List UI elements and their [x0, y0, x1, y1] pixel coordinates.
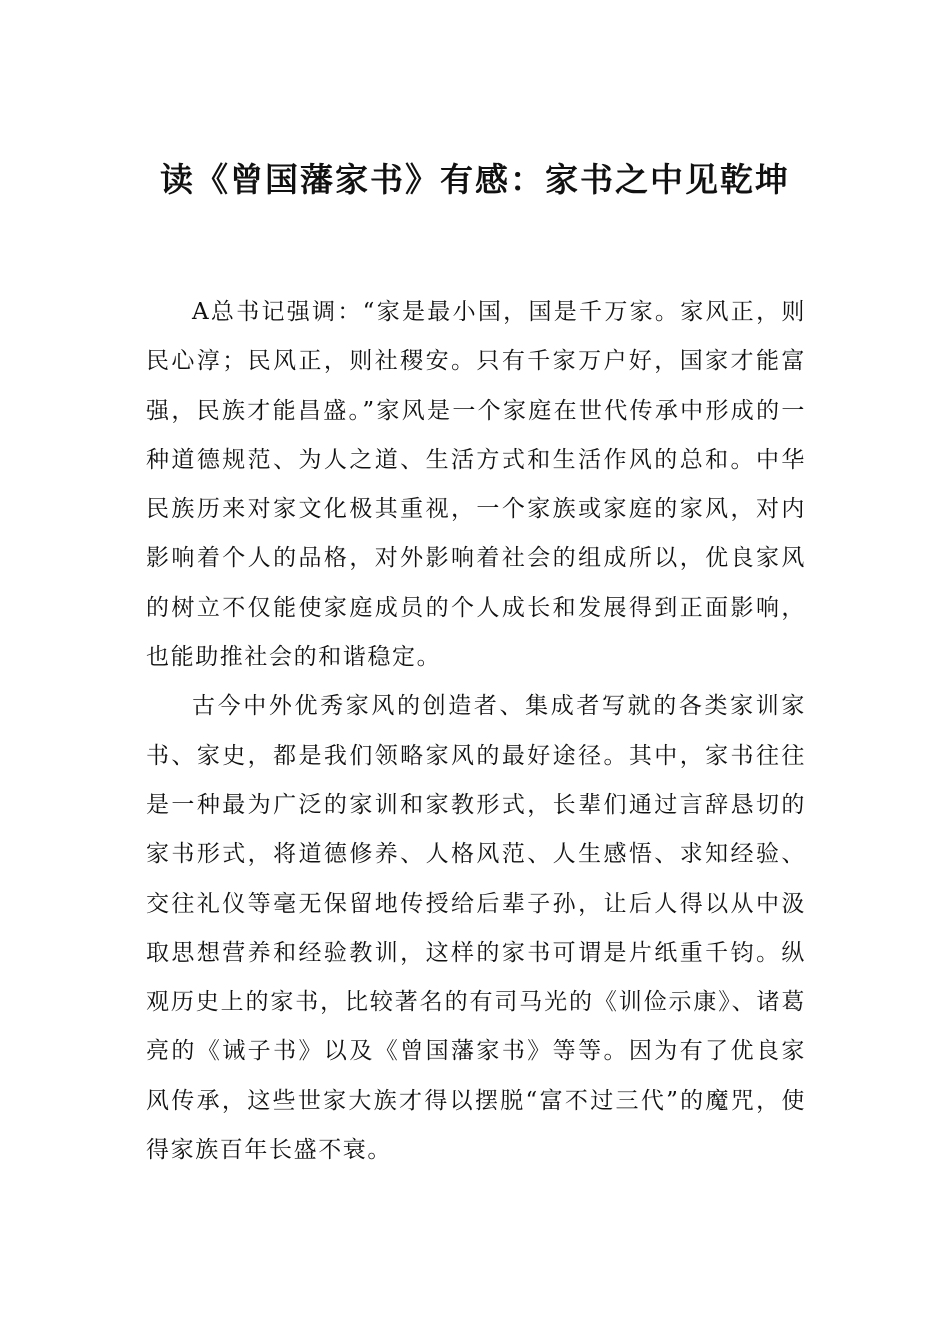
document-title: 读《曾国藩家书》有感：家书之中见乾坤 [160, 160, 790, 199]
document-body [146, 288, 806, 1175]
paragraph-2: 古今中外优秀家风的创造者、集成者写就的各类家训家书、家史，都是我们领略家风的最好途径。其中，家书往往是一种最为广泛的家训和家教形式，长辈们通过言辞恳切的家书形式，将道德修养、人格风范、人生感悟、求知经验、交往礼仪等毫无保留地传授给后辈子孙，让后人得以从中汲取思想营养和经验教训，这样的家书可谓是片纸重千钧。纵观历史上的家书，比较著名的有司马光的《训俭示康》、诸葛亮的《诫子书》以及《曾国藩家书》等等。因为有了优良家风传承，这些世家大族才得以摆脱“富不过三代”的魔咒，使得家族百年长盛不衰。 [146, 693, 806, 1164]
paragraph-1: A总书记强调：“家是最小国，国是千万家。家风正，则民心淳；民风正，则社稷安。只有千家万户好，国家才能富强，民族才能昌盛。”家风是一个家庭在世代传承中形成的一种道德规范、为人之道、生活方式和生活作风的总和。中华民族历来对家文化极其重视，一个家族或家庭的家风，对内影响着个人的品格，对外影响着社会的组成所以，优良家风的树立不仅能使家庭成员的个人成长和发展得到正面影响，也能助推社会的和谐稳定。 [146, 299, 806, 671]
